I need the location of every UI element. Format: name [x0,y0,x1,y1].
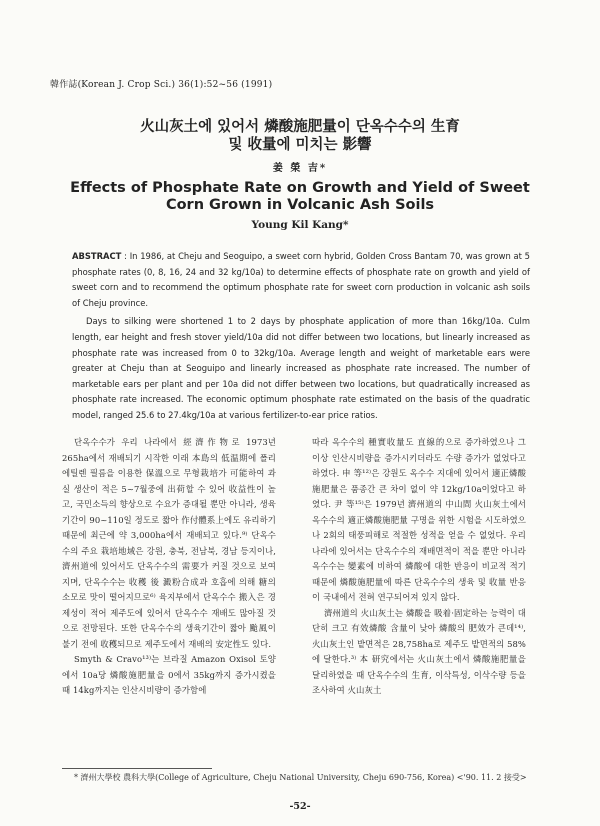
abstract-label: ABSTRACT [72,251,122,261]
footnote-rule [62,768,212,769]
title-english-line1: Effects of Phosphate Rate on Growth and Yield of Sweet [70,180,530,196]
footnote: * 濟州大學校 農科大學(College of Agriculture, Cheju National University, Cheju 690-756, Korea) <'90. 11. 2 接受> [74,773,527,782]
body-paragraph: 단옥수수가 우리 나라에서 經濟作物로 1973년 265ha에서 재배되기 시작한 이래 本島의 低温期에 폴리에틸렌 필름을 이용한 保溫으로 무형栽培가 可能하여 과실 생산이 적은 5~7월중에 出荷할 수 있어 收益性이 높고, 국민소득의 향상으로 수요가 증대될 뿐만 아니라, 생육기간이 90~110일 정도로 짧아 作付體系上에도 유리하기 때문에 최근에 약 3,000ha에서 재배되고 있다.⁹⁾ 단옥수수의 주요 栽培地域은 강원, 충북, 전남북, 경남 등지이나, 濟州道에 있어서도 단옥수수의 需要가 커질 것으로 보여지며, 단옥수수는 收穫 後 澱粉合成과 호흡에 의해 糖의 소모로 맛이 떨어지므로⁶⁾ 육지부에서 단옥수수 搬入은 경제성이 적어 제주도에 있어서 단옥수수 재배도 많아질 것으로 전망된다. 또한 단옥수수의 생육기간이 짧아 颱風이 불기 전에 收穫되므로 제주도에서 재배의 安定性도 있다. [62,437,276,649]
abstract-paragraph-1-text: : In 1986, at Cheju and Seoguipo, a sweet corn hybrid, Golden Cross Bantam 70, was grown at 5 phosphate rates (0, 8, 16, 24 and 32 kg/10a) to determine effects of phosphate rate on growth and yield of sweet corn and to recommend the optimum phosphate rate for sweet corn production in volcanic ash soils of Cheju province. [72,251,530,308]
title-english-line2: Corn Grown in Volcanic Ash Soils [165,197,435,213]
body-column-left [62,435,276,699]
abstract-paragraph-2: Days to silking were shortened 1 to 2 days by phosphate application of more than 16kg/10a. Culm length, ear height and fresh stover yield/10a did not differ between two locations, but linearly increased as phosphate rate was increased from 0 to 32kg/10a. Average length and weight of marketable ears were greater at Cheju than at Seoguipo and linearly increased as phosphate rate increased. The number of marketable ears per plant and per 10a did not differ between two locations, but quadratically increased as phosphate rate increased. The economic optimum phosphate rate estimated on the basis of the quadratic model, ranged 25.6 to 27.4kg/10a at various fertilizer-to-ear price ratios. [72,316,530,420]
author-english: Young Kil Kang* [251,219,349,231]
title-korean-line1: 火山灰土에 있어서 燐酸施肥量이 단옥수수의 生育 [140,118,460,135]
journal-citation: 韓作誌(Korean J. Crop Sci.) 36(1):52~56 (1991) [50,80,273,90]
abstract [72,249,530,424]
body-column-right [312,435,526,699]
body-paragraph: 따라 옥수수의 種實收量도 直線的으로 증가하였으나 그 이상 인산시비량을 증가시키더라도 수량 증가가 없었다고 하였다. 申 等¹²⁾은 강원도 옥수수 지대에 있어서 適正燐酸施肥量은 품종간 큰 차이 없이 약 12kg/10a이었다고 하였다. 尹 等¹⁵⁾은 1979년 濟州道의 中山間 火山灰土에서 옥수수의 適正燐酸施肥量 구명을 위한 시험을 시도하였으나 2회의 태풍피해로 적절한 성적을 얻을 수 없었다. 우리 나라에 있어서는 단옥수수의 재배면적이 적을 뿐만 아니라 옥수수는 變素에 비하여 燐酸에 대한 반응이 비교적 적기 때문에 燐酸施肥量에 따른 단옥수수의 생육 및 收量 반응이 국내에서 전혀 연구되어져 있지 않다. [312,437,526,602]
page-number: -52- [289,801,311,812]
body-paragraph: Smyth & Cravo¹³⁾는 브라질 Amazon Oxisol 토양에서 10a당 燐酸施肥量을 0에서 35kg까지 증가시켰을 때 14kg까지는 인산시비량이 증가함에 [62,654,276,695]
title-korean-line2: 및 收量에 미치는 影響 [228,136,372,153]
author-korean: 姜 榮 吉* [272,163,328,174]
body-paragraph: 濟州道의 火山灰土는 燐酸을 吸着·固定하는 능력이 대단히 크고 有效燐酸 含量이 낮아 燐酸의 肥效가 큰데¹⁴⁾, 火山灰土인 밭면적은 28,758ha로 제주도 밭면적의 58%에 달한다.³⁾ 本 研究에서는 火山灰土에서 燐酸施肥量을 달리하였을 때 단옥수수의 生育, 이삭특성, 이삭수량 등을 조사하여 火山灰土 [312,607,526,695]
abstract-paragraph-1 [72,249,530,311]
